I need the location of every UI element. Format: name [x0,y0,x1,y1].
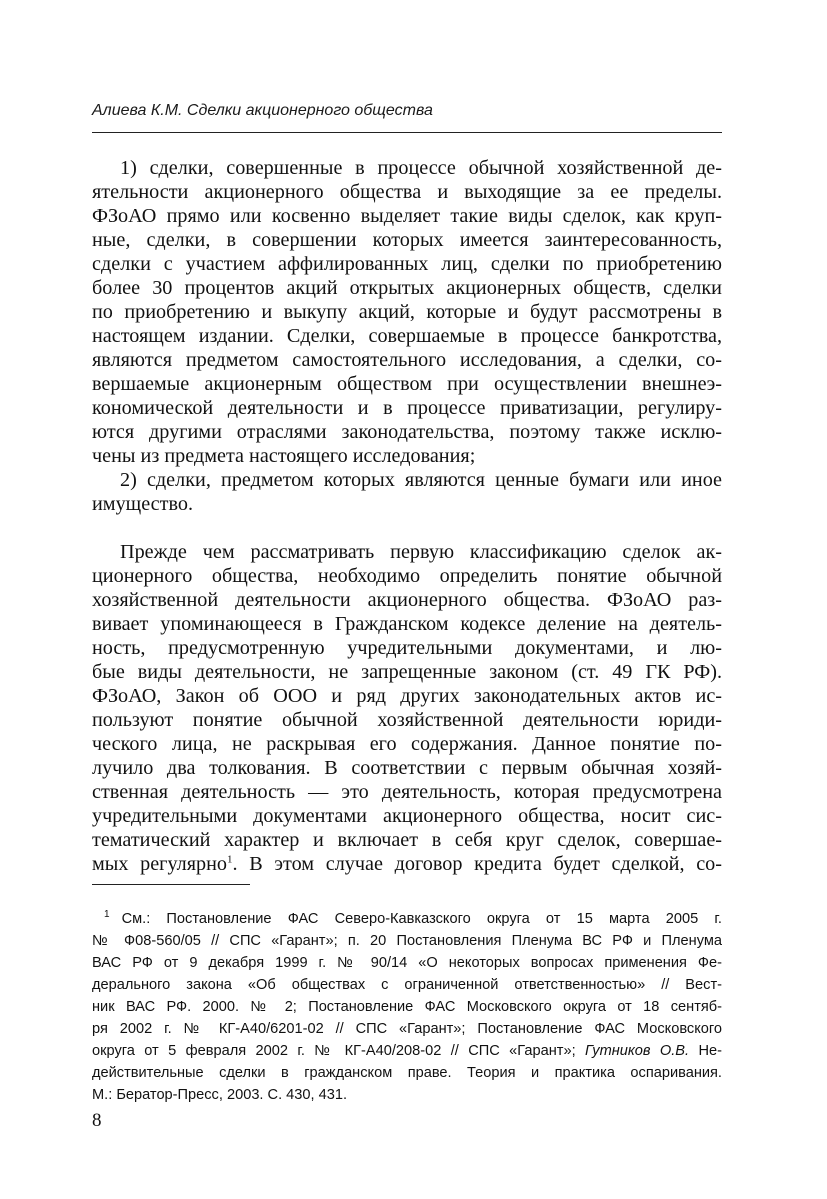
body-line: ятельности акционерного общества и выходящие за ее пределы. [92,181,722,203]
header-rule [92,132,722,133]
footnote-text: См.: Постановление ФАС Северо-Кавказского округа от 15 марта 2005 г. [121,911,722,927]
body-line: вершаемые акционерным обществом при осуществлении внешнеэ- [92,373,722,395]
body-line: пользуют понятие обычной хозяйственной деятельности юриди- [92,709,722,731]
footnote-line: дерального закона «Об обществах с ограниченной ответственностью» // Вест- [92,977,722,993]
footnote-text: Не- [689,1043,722,1059]
footnote-line: № Ф08-560/05 // СПС «Гарант»; п. 20 Постановления Пленума ВС РФ и Пленума [92,933,722,949]
body-line: кономической деятельности и в процессе приватизации, регулиру- [92,397,722,419]
body-text: мых регулярно [92,853,227,875]
body-line: ственная деятельность — это деятельность, которая предусмотрена [92,781,722,803]
footnote-rule [92,884,250,885]
body-line: более 30 процентов акций открытых акционерных обществ, сделки [92,277,722,299]
body-line: тематический характер и включает в себя круг сделок, совершае- [92,829,722,851]
footnote-text: округа от 5 февраля 2002 г. № КГ-А40/208-02 // СПС «Гарант»; [92,1043,585,1059]
body-line: лучило два толкования. В соответствии с первым обычная хозяй- [92,757,722,779]
footnote-line: ник ВАС РФ. 2000. № 2; Постановление ФАС Московского округа от 18 сентяб- [92,999,722,1015]
body-line: имущество. [92,493,193,515]
footnote-line: действительные сделки в гражданском праве. Теория и практика оспаривания. [92,1065,722,1081]
body-line: ционерного общества, необходимо определить понятие обычной [92,565,722,587]
page-number: 8 [92,1110,102,1131]
body-line: настоящем издании. Сделки, совершаемые в процессе банкротства, [92,325,722,347]
body-line: хозяйственной деятельности акционерного общества. ФЗоАО раз- [92,589,722,611]
body-line: вивает упоминающееся в Гражданском кодексе деление на деятель- [92,613,722,635]
body-line: 2) сделки, предметом которых являются ценные бумаги или иное [120,469,722,491]
footnote-line [104,908,722,930]
body-line: ность, предусмотренную учредительными документами, и лю- [92,637,722,659]
running-head: Алиева К.М. Сделки акционерного общества [92,102,433,119]
body-line: ческого лица, не раскрывая его содержания. Данное понятие по- [92,733,722,755]
footnote-line: ря 2002 г. № КГ-А40/6201-02 // СПС «Гарант»; Постановление ФАС Московского [92,1021,722,1037]
footnote-reference[interactable]: 1 [227,853,233,866]
footnote-line [92,1040,722,1062]
body-line: ФЗоАО прямо или косвенно выделяет такие виды сделок, как круп- [92,205,722,227]
footnote-author: Гутников О.В. [585,1043,690,1059]
body-line: чены из предмета настоящего исследования; [92,445,476,467]
body-line: Прежде чем рассматривать первую классификацию сделок ак- [120,541,722,563]
body-line: сделки с участием аффилированных лиц, сделки по приобретению [92,253,722,275]
body-text: . В этом случае договор кредита будет сделкой, со- [232,853,722,875]
body-line: бые виды деятельности, не запрещенные законом (ст. 49 ГК РФ). [92,661,722,683]
body-line [92,852,722,876]
footnote-mark: 1 [104,909,110,921]
body-line: являются предметом самостоятельного исследования, а сделки, со- [92,349,722,371]
body-line: ФЗоАО, Закон об ООО и ряд других законодательных актов ис- [92,685,722,707]
footnote-line: ВАС РФ от 9 декабря 1999 г. № 90/14 «О некоторых вопросах применения Фе- [92,955,722,971]
body-line: учредительными документами акционерного общества, носит сис- [92,805,722,827]
body-line: по приобретению и выкупу акций, которые и будут рассмотрены в [92,301,722,323]
body-line: ные, сделки, в совершении которых имеется заинтересованность, [92,229,722,251]
footnote-line: М.: Бератор-Пресс, 2003. С. 430, 431. [92,1087,348,1103]
body-line: ются другими отраслями законодательства, поэтому также исклю- [92,421,722,443]
body-line: 1) сделки, совершенные в процессе обычной хозяйственной де- [120,157,722,179]
